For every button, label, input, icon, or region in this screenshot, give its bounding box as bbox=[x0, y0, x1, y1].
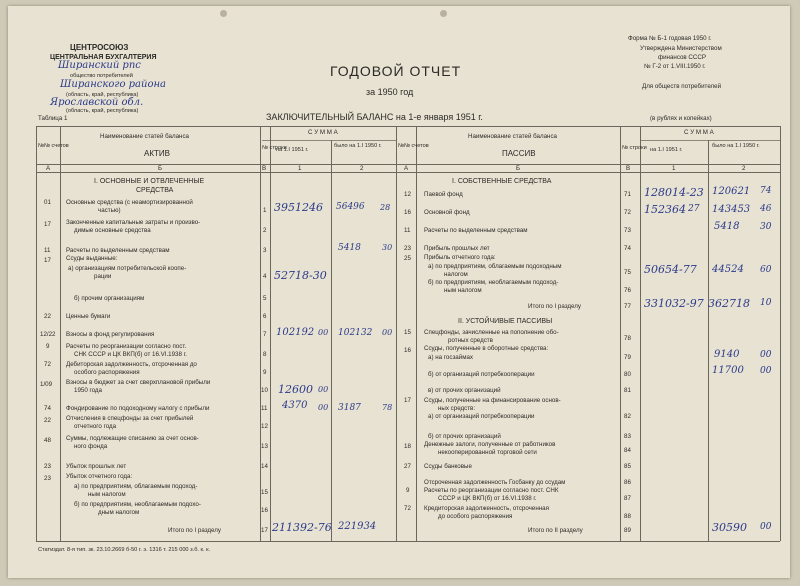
asset-row-label: отчетного года bbox=[74, 423, 117, 430]
col-number: 2 bbox=[360, 165, 364, 172]
col-letter: Б bbox=[516, 165, 521, 172]
row-number: 74 bbox=[624, 245, 631, 252]
row-number: 88 bbox=[624, 513, 631, 520]
liab-total2-label: Итого по II разделу bbox=[528, 527, 583, 534]
acct-number: 17 bbox=[404, 397, 411, 404]
asset-row-label: Убыток отчетного года: bbox=[66, 473, 133, 480]
asset-row-label: б) прочим организациям bbox=[74, 295, 145, 302]
asset-row-label: Взносы в бюджет за счет сверхплановой прибыли bbox=[66, 379, 211, 386]
acct-number: 72 bbox=[44, 361, 51, 368]
handwritten-value: 60 bbox=[760, 265, 772, 275]
acct-number: 01 bbox=[44, 199, 51, 206]
row-number: 12 bbox=[261, 423, 268, 430]
grid-line bbox=[331, 140, 332, 541]
handwritten-value: 00 bbox=[318, 403, 329, 412]
acct-number: 23 bbox=[44, 463, 51, 470]
asset-section-title: I. ОСНОВНЫЕ И ОТВЛЕЧЕННЫЕ bbox=[94, 178, 205, 185]
acct-number: 27 bbox=[404, 463, 411, 470]
asset-row-label: Ценные бумаги bbox=[66, 313, 111, 320]
asset-row-label: а) по предприятиям, облагаемым подоход- bbox=[74, 483, 198, 490]
liab-row-label: Ссуды банковые bbox=[424, 463, 472, 470]
row-number: 72 bbox=[624, 209, 631, 216]
handwritten-value: 11700 bbox=[712, 365, 744, 376]
handwritten-value: 102192 bbox=[276, 327, 315, 338]
row-number: 73 bbox=[624, 227, 631, 234]
row-number: 17 bbox=[261, 527, 268, 534]
liab-row-label: б) от прочих организаций bbox=[428, 433, 501, 440]
liab-row-label: ротных средств bbox=[448, 337, 493, 344]
assets-total-prev: 221934 bbox=[338, 521, 377, 532]
liab-row-label: Расчеты по реорганизации согласно пост. СНК bbox=[424, 487, 559, 494]
grid-line bbox=[708, 140, 709, 541]
col-letter: В bbox=[626, 165, 631, 172]
handwritten-value: 56496 bbox=[336, 202, 365, 212]
handwritten-value: 44524 bbox=[712, 264, 744, 275]
prev-date-header: было на 1.I 1950 г. bbox=[334, 143, 382, 149]
row-number: 89 bbox=[624, 527, 631, 534]
asset-row-label: Отчисления в спецфонды за счет прибылей bbox=[66, 415, 194, 422]
asset-row-label: Взносы в фонд регулирования bbox=[66, 331, 155, 338]
assets-total-value: 211392-76 bbox=[272, 521, 332, 534]
handwritten-value: 120621 bbox=[712, 186, 751, 197]
acct-number: 22 bbox=[44, 313, 51, 320]
row-number: 1 bbox=[263, 207, 267, 214]
handwritten-value: 28 bbox=[380, 203, 391, 212]
acct-no-header: №№ счетов bbox=[38, 143, 69, 149]
org-department: ЦЕНТРАЛЬНАЯ БУХГАЛТЕРИЯ bbox=[50, 54, 157, 61]
row-number: 81 bbox=[624, 387, 631, 394]
liab-row-label: а) от организаций потребкооперации bbox=[428, 413, 535, 420]
liab-total2-prev-kop: 00 bbox=[760, 522, 772, 532]
liab-total1-label: Итого по I разделу bbox=[528, 303, 581, 310]
col-letter: В bbox=[262, 165, 267, 172]
row-number: 71 bbox=[624, 191, 631, 198]
acct-number: 48 bbox=[44, 437, 51, 444]
liab-total1-value: 331032-97 bbox=[644, 297, 704, 310]
liab-row-label: в) от прочих организаций bbox=[428, 387, 501, 394]
asset-section-title: СРЕДСТВА bbox=[136, 187, 174, 194]
acct-number: 17 bbox=[44, 221, 51, 228]
asset-row-label: ного фонда bbox=[74, 443, 108, 450]
liab-header: ПАССИВ bbox=[502, 149, 536, 158]
acct-number: 72 bbox=[404, 505, 411, 512]
row-number: 83 bbox=[624, 433, 631, 440]
liab-section2-title: II. УСТОЙЧИВЫЕ ПАССИВЫ bbox=[458, 318, 553, 325]
row-number: 6 bbox=[263, 313, 267, 320]
liab-row-label: Денежные залоги, полученные от работников bbox=[424, 441, 556, 448]
asset-row-label: СНК СССР и ЦК ВКП(б) от 16.VI.1938 г. bbox=[74, 351, 187, 358]
handwritten-value: 102132 bbox=[338, 328, 373, 338]
liab-row-label: Расчеты по выделенным средствам bbox=[424, 227, 528, 234]
liab-row-label: Спецфонды, зачисленные на пополнение обо- bbox=[424, 329, 559, 336]
row-number: 8 bbox=[263, 351, 267, 358]
handwritten-value: 50654-77 bbox=[644, 263, 697, 276]
asset-row-label: димые основные средства bbox=[74, 227, 151, 234]
form-approved: Утверждена Министерством bbox=[640, 45, 722, 52]
handwritten-value: 27 bbox=[688, 204, 700, 214]
acct-number: 23 bbox=[44, 475, 51, 482]
punch-hole bbox=[220, 10, 227, 17]
grid-line bbox=[270, 126, 271, 541]
col-number: 1 bbox=[672, 165, 676, 172]
society-caption: общество потребителей bbox=[70, 73, 133, 79]
asset-row-label: Дебиторская задолженность, отсроченная до bbox=[66, 361, 197, 368]
acct-number: 16 bbox=[404, 209, 411, 216]
punch-hole bbox=[440, 10, 447, 17]
row-number: 7 bbox=[263, 331, 267, 338]
row-number: 14 bbox=[261, 463, 268, 470]
acct-number: 11 bbox=[44, 247, 51, 254]
grid-line bbox=[780, 126, 781, 541]
asset-row-label: дным налогом bbox=[98, 509, 140, 516]
table-label: Таблица 1 bbox=[38, 115, 68, 122]
liab-row-label: некооперированной торговой сети bbox=[438, 449, 537, 456]
handwritten-value: 5418 bbox=[714, 221, 740, 232]
liab-row-label: до особого распоряжения bbox=[438, 513, 513, 520]
row-number: 2 bbox=[263, 227, 267, 234]
sum-header: С У М М А bbox=[684, 129, 714, 136]
liab-row-label: ных средств: bbox=[438, 405, 476, 412]
row-number: 79 bbox=[624, 354, 631, 361]
handwritten-value: 3951246 bbox=[274, 201, 323, 214]
asset-row-label: Расчеты по выделенным средствам bbox=[66, 247, 170, 254]
region-handwritten: Ширанского района bbox=[60, 79, 167, 90]
assets-total-label: Итого по I разделу bbox=[168, 527, 221, 534]
row-number: 13 bbox=[261, 443, 268, 450]
acct-number: 22 bbox=[44, 417, 51, 424]
col-number: 2 bbox=[742, 165, 746, 172]
handwritten-value: 12600 bbox=[278, 383, 313, 396]
handwritten-value: 00 bbox=[318, 385, 329, 394]
grid-line bbox=[620, 126, 621, 541]
handwritten-value: 00 bbox=[760, 350, 772, 360]
liab-row-label: Отсроченная задолженность Госбанку до ссудам bbox=[424, 479, 566, 486]
asset-row-label: ным налогом bbox=[88, 491, 126, 498]
form-order: № Г-2 от 1.VIII.1950 г. bbox=[644, 63, 706, 70]
row-number: 87 bbox=[624, 495, 631, 502]
row-number: 84 bbox=[624, 447, 631, 454]
asset-row-label: Законченные капитальные затраты и произво- bbox=[66, 219, 201, 226]
asset-header: АКТИВ bbox=[144, 149, 170, 158]
row-number: 86 bbox=[624, 479, 631, 486]
liab-name-header: Наименование статей баланса bbox=[468, 133, 558, 140]
form-number: Форма № Б-1 годовая 1950 г. bbox=[628, 35, 712, 42]
grid-line bbox=[262, 140, 396, 141]
handwritten-value: 30 bbox=[760, 222, 772, 232]
row-number: 77 bbox=[624, 303, 631, 310]
handwritten-value: 5418 bbox=[338, 243, 361, 253]
handwritten-value: 78 bbox=[382, 403, 393, 412]
liab-row-label: СССР и ЦК ВКП(б) от 16.VI.1938 г. bbox=[438, 495, 537, 502]
acct-number: 74 bbox=[44, 405, 51, 412]
asset-row-label: а) организациям потребительской коопе- bbox=[68, 265, 187, 272]
acct-number: 12/22 bbox=[40, 331, 56, 338]
asset-row-label: особого распоряжения bbox=[74, 369, 140, 376]
acct-number: 23 bbox=[404, 245, 411, 252]
grid-line bbox=[396, 126, 397, 541]
liab-row-label: Ссуды, полученные в оборотные средства: bbox=[424, 345, 549, 352]
liab-row-label: налогом bbox=[444, 271, 468, 278]
asset-row-label: Основные средства (с неамортизированной bbox=[66, 199, 193, 206]
liab-row-label: ным налогом bbox=[444, 287, 482, 294]
liab-row-label: Прибыль отчетного года: bbox=[424, 254, 496, 261]
prev-date-header: было на 1.I 1950 г. bbox=[712, 143, 760, 149]
region2-handwritten: Ярославской обл. bbox=[50, 97, 144, 108]
row-number: 80 bbox=[624, 371, 631, 378]
handwritten-value: 00 bbox=[318, 328, 329, 337]
grid-line bbox=[60, 126, 61, 541]
row-number: 75 bbox=[624, 269, 631, 276]
balance-title: ЗАКЛЮЧИТЕЛЬНЫЙ БАЛАНС на 1-е января 1951 г. bbox=[266, 112, 483, 122]
acct-number: 15 bbox=[404, 329, 411, 336]
date-header: на 1.I 1951 г. bbox=[650, 147, 683, 153]
grid-line bbox=[260, 126, 261, 541]
row-number: 5 bbox=[263, 295, 267, 302]
acct-no-header: №№ счетов bbox=[398, 143, 429, 149]
row-number: 15 bbox=[261, 489, 268, 496]
row-no-header: № строки bbox=[622, 145, 647, 151]
acct-number: 16 bbox=[404, 347, 411, 354]
row-number: 9 bbox=[263, 369, 267, 376]
row-number: 4 bbox=[263, 273, 267, 280]
handwritten-value: 152364 bbox=[644, 203, 686, 216]
liab-row-label: а) на госзаймах bbox=[428, 354, 473, 361]
row-number: 10 bbox=[261, 387, 268, 394]
sum-header: С У М М А bbox=[308, 129, 338, 136]
row-number: 76 bbox=[624, 287, 631, 294]
acct-number: 17 bbox=[44, 257, 51, 264]
col-letter: А bbox=[46, 165, 51, 172]
liab-row-label: Ссуды, полученные на финансирование основ- bbox=[424, 397, 561, 404]
report-title: ГОДОВОЙ ОТЧЕТ bbox=[330, 63, 462, 79]
row-number: 85 bbox=[624, 463, 631, 470]
asset-row-label: б) по предприятиям, необлагаемым подохо- bbox=[74, 501, 201, 508]
row-no-header: № строки bbox=[262, 145, 287, 151]
grid-line bbox=[640, 140, 780, 141]
row-number: 3 bbox=[263, 247, 267, 254]
form-ministry: финансов СССР bbox=[658, 54, 706, 61]
date-header: на 1.I 1951 г. bbox=[276, 147, 309, 153]
handwritten-value: 9140 bbox=[714, 349, 740, 360]
asset-row-label: Ссуды выданные: bbox=[66, 255, 118, 262]
liab-row-label: Паевой фонд bbox=[424, 191, 463, 198]
col-letter: Б bbox=[158, 165, 163, 172]
liab-row-label: Основной фонд bbox=[424, 209, 470, 216]
grid-line bbox=[416, 126, 417, 541]
handwritten-value: 52718-30 bbox=[274, 269, 327, 282]
liab-row-label: б) от организаций потребкооперации bbox=[428, 371, 535, 378]
printer-note: Статиздат. 8-я тип. зк. 23.10.2669 б-50 г. э. 1316 т. 215 000 з.б. к. к. bbox=[38, 547, 211, 553]
asset-row-label: Фондирование по подоходному налогу с прибыли bbox=[66, 405, 210, 412]
asset-row-label: рации bbox=[94, 273, 112, 280]
units-note: (в рублях и копейках) bbox=[650, 115, 712, 122]
acct-number: 18 bbox=[404, 443, 411, 450]
liab-row-label: Прибыль прошлых лет bbox=[424, 245, 490, 252]
handwritten-value: 46 bbox=[760, 204, 772, 214]
acct-number: 1/09 bbox=[40, 381, 53, 388]
liab-total2-prev: 30590 bbox=[712, 521, 747, 534]
liab-row-label: Кредиторская задолженность, отсроченная bbox=[424, 505, 549, 512]
handwritten-value: 74 bbox=[760, 186, 772, 196]
asset-row-label: Убыток прошлых лет bbox=[66, 463, 127, 470]
acct-number: 25 bbox=[404, 255, 411, 262]
report-year: за 1950 год bbox=[366, 87, 414, 97]
row-number: 78 bbox=[624, 335, 631, 342]
acct-number: 12 bbox=[404, 191, 411, 198]
asset-row-label: частью) bbox=[98, 207, 121, 214]
handwritten-value: 00 bbox=[382, 328, 393, 337]
liab-row-label: а) по предприятиям, облагаемым подоходным bbox=[428, 263, 562, 270]
report-sheet bbox=[8, 6, 790, 578]
row-number: 11 bbox=[261, 405, 268, 412]
col-number: 1 bbox=[298, 165, 302, 172]
handwritten-value: 3187 bbox=[338, 403, 361, 413]
liab-total1-prev-kop: 10 bbox=[760, 298, 772, 308]
handwritten-value: 00 bbox=[760, 366, 772, 376]
region2-caption: (область, край, республика) bbox=[66, 108, 139, 114]
grid-line bbox=[36, 164, 780, 165]
handwritten-value: 143453 bbox=[712, 204, 751, 215]
society-handwritten: Ширанский рпс bbox=[58, 60, 141, 71]
liab-section-title: I. СОБСТВЕННЫЕ СРЕДСТВА bbox=[452, 178, 552, 185]
region-caption: (область, край, республика) bbox=[66, 92, 139, 98]
acct-number: 11 bbox=[404, 227, 411, 234]
grid-line bbox=[36, 126, 780, 127]
liab-total1-prev: 362718 bbox=[708, 297, 750, 310]
handwritten-value: 128014-23 bbox=[644, 186, 704, 199]
grid-line bbox=[36, 541, 780, 542]
asset-row-label: 1950 года bbox=[74, 387, 102, 394]
form-purpose: Для обществ потребителей bbox=[642, 83, 722, 90]
row-number: 16 bbox=[261, 507, 268, 514]
asset-row-label: Расчеты по реорганизации согласно пост. bbox=[66, 343, 187, 350]
handwritten-value: 4370 bbox=[282, 400, 308, 411]
asset-name-header: Наименование статей баланса bbox=[100, 133, 190, 140]
grid-line bbox=[36, 126, 37, 541]
liab-row-label: б) по предприятиям, необлагаемым подоход- bbox=[428, 279, 559, 286]
org-name: ЦЕНТРОСОЮЗ bbox=[70, 43, 129, 52]
handwritten-value: 30 bbox=[382, 243, 393, 252]
asset-row-label: Суммы, подлежащие списанию за счет основ- bbox=[66, 435, 199, 442]
acct-number: 9 bbox=[46, 343, 50, 350]
acct-number: 9 bbox=[406, 487, 410, 494]
col-letter: А bbox=[404, 165, 409, 172]
row-number: 82 bbox=[624, 413, 631, 420]
grid-line bbox=[640, 126, 641, 541]
